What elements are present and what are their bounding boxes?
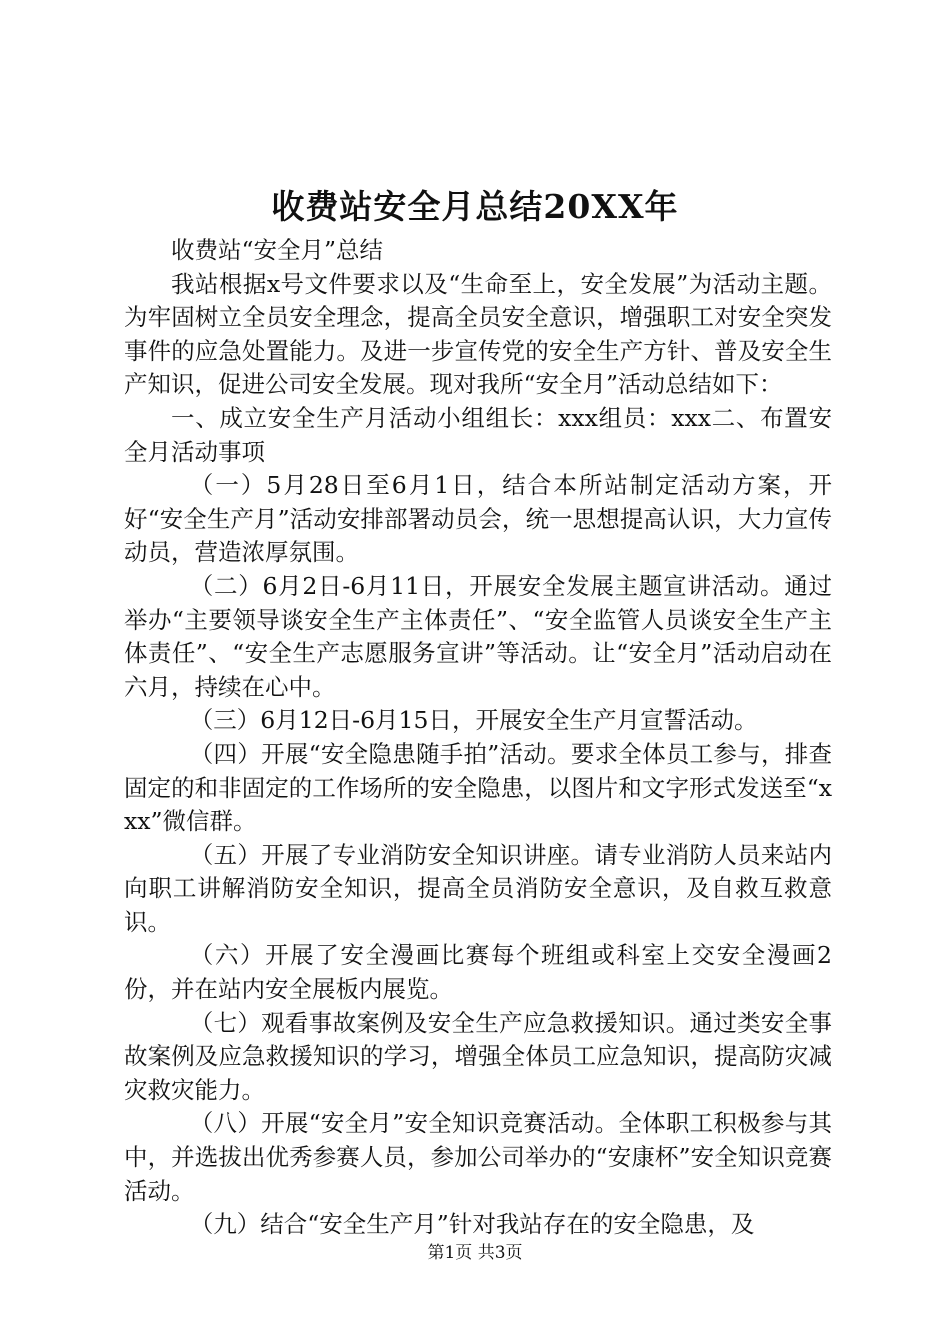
item-2-paragraph: （二）6月2日-6月11日，开展安全发展主题宣讲活动。通过举办“主要领导谈安全生产主体责任”、“安全监管人员谈安全生产主体责任”、“安全生产志愿服务宣讲”等活动。让“安全月”活动启动在六月，持续在心中。	[124, 571, 832, 701]
item-5-paragraph: （五）开展了专业消防安全知识讲座。请专业消防人员来站内向职工讲解消防安全知识，提高全员消防安全意识，及自救互救意识。	[124, 840, 832, 936]
item-7-paragraph: （七）观看事故案例及安全生产应急救援知识。通过类安全事故案例及应急救援知识的学习，增强全体员工应急知识，提高防灾减灾救灾能力。	[124, 1008, 832, 1104]
subtitle-paragraph: 收费站“安全月”总结	[171, 236, 384, 264]
document-title: 收费站安全月总结20XX年	[271, 187, 679, 226]
item-3-paragraph: （三）6月12日-6月15日，开展安全生产月宣誓活动。	[189, 706, 758, 735]
item-4-paragraph: （四）开展“安全隐患随手拍”活动。要求全体员工参与，排查固定的和非固定的工作场所的安全隐患，以图片和文字形式发送至“xxx”微信群。	[124, 739, 832, 836]
item-9-paragraph: （九）结合“安全生产月”针对我站存在的安全隐患，及	[189, 1210, 755, 1239]
intro-paragraph: 我站根据x号文件要求以及“生命至上，安全发展”为活动主题。为牢固树立全员安全理念，提高全员安全意识，增强职工对安全突发事件的应急处置能力。及进一步宣传党的安全生产方针、普及安全生产知识，促进公司安全发展。现对我所“安全月”活动总结如下：	[124, 269, 832, 399]
item-6-paragraph: （六）开展了安全漫画比赛每个班组或科室上交安全漫画2份，并在站内安全展板内展览。	[124, 941, 832, 1004]
section-one-paragraph: 一、成立安全生产月活动小组组长：xxx组员：xxx二、布置安全月活动事项	[124, 403, 832, 466]
item-1-paragraph: （一）5月28日至6月1日，结合本所站制定活动方案，开好“安全生产月”活动安排部署动员会，统一思想提高认识，大力宣传动员，营造浓厚氛围。	[124, 471, 832, 567]
page-footer: 第1页 共3页	[427, 1243, 523, 1263]
item-8-paragraph: （八）开展“安全月”安全知识竞赛活动。全体职工积极参与其中，并选拔出优秀参赛人员，参加公司举办的“安康杯”安全知识竞赛活动。	[124, 1109, 832, 1205]
document-body	[124, 234, 832, 1242]
